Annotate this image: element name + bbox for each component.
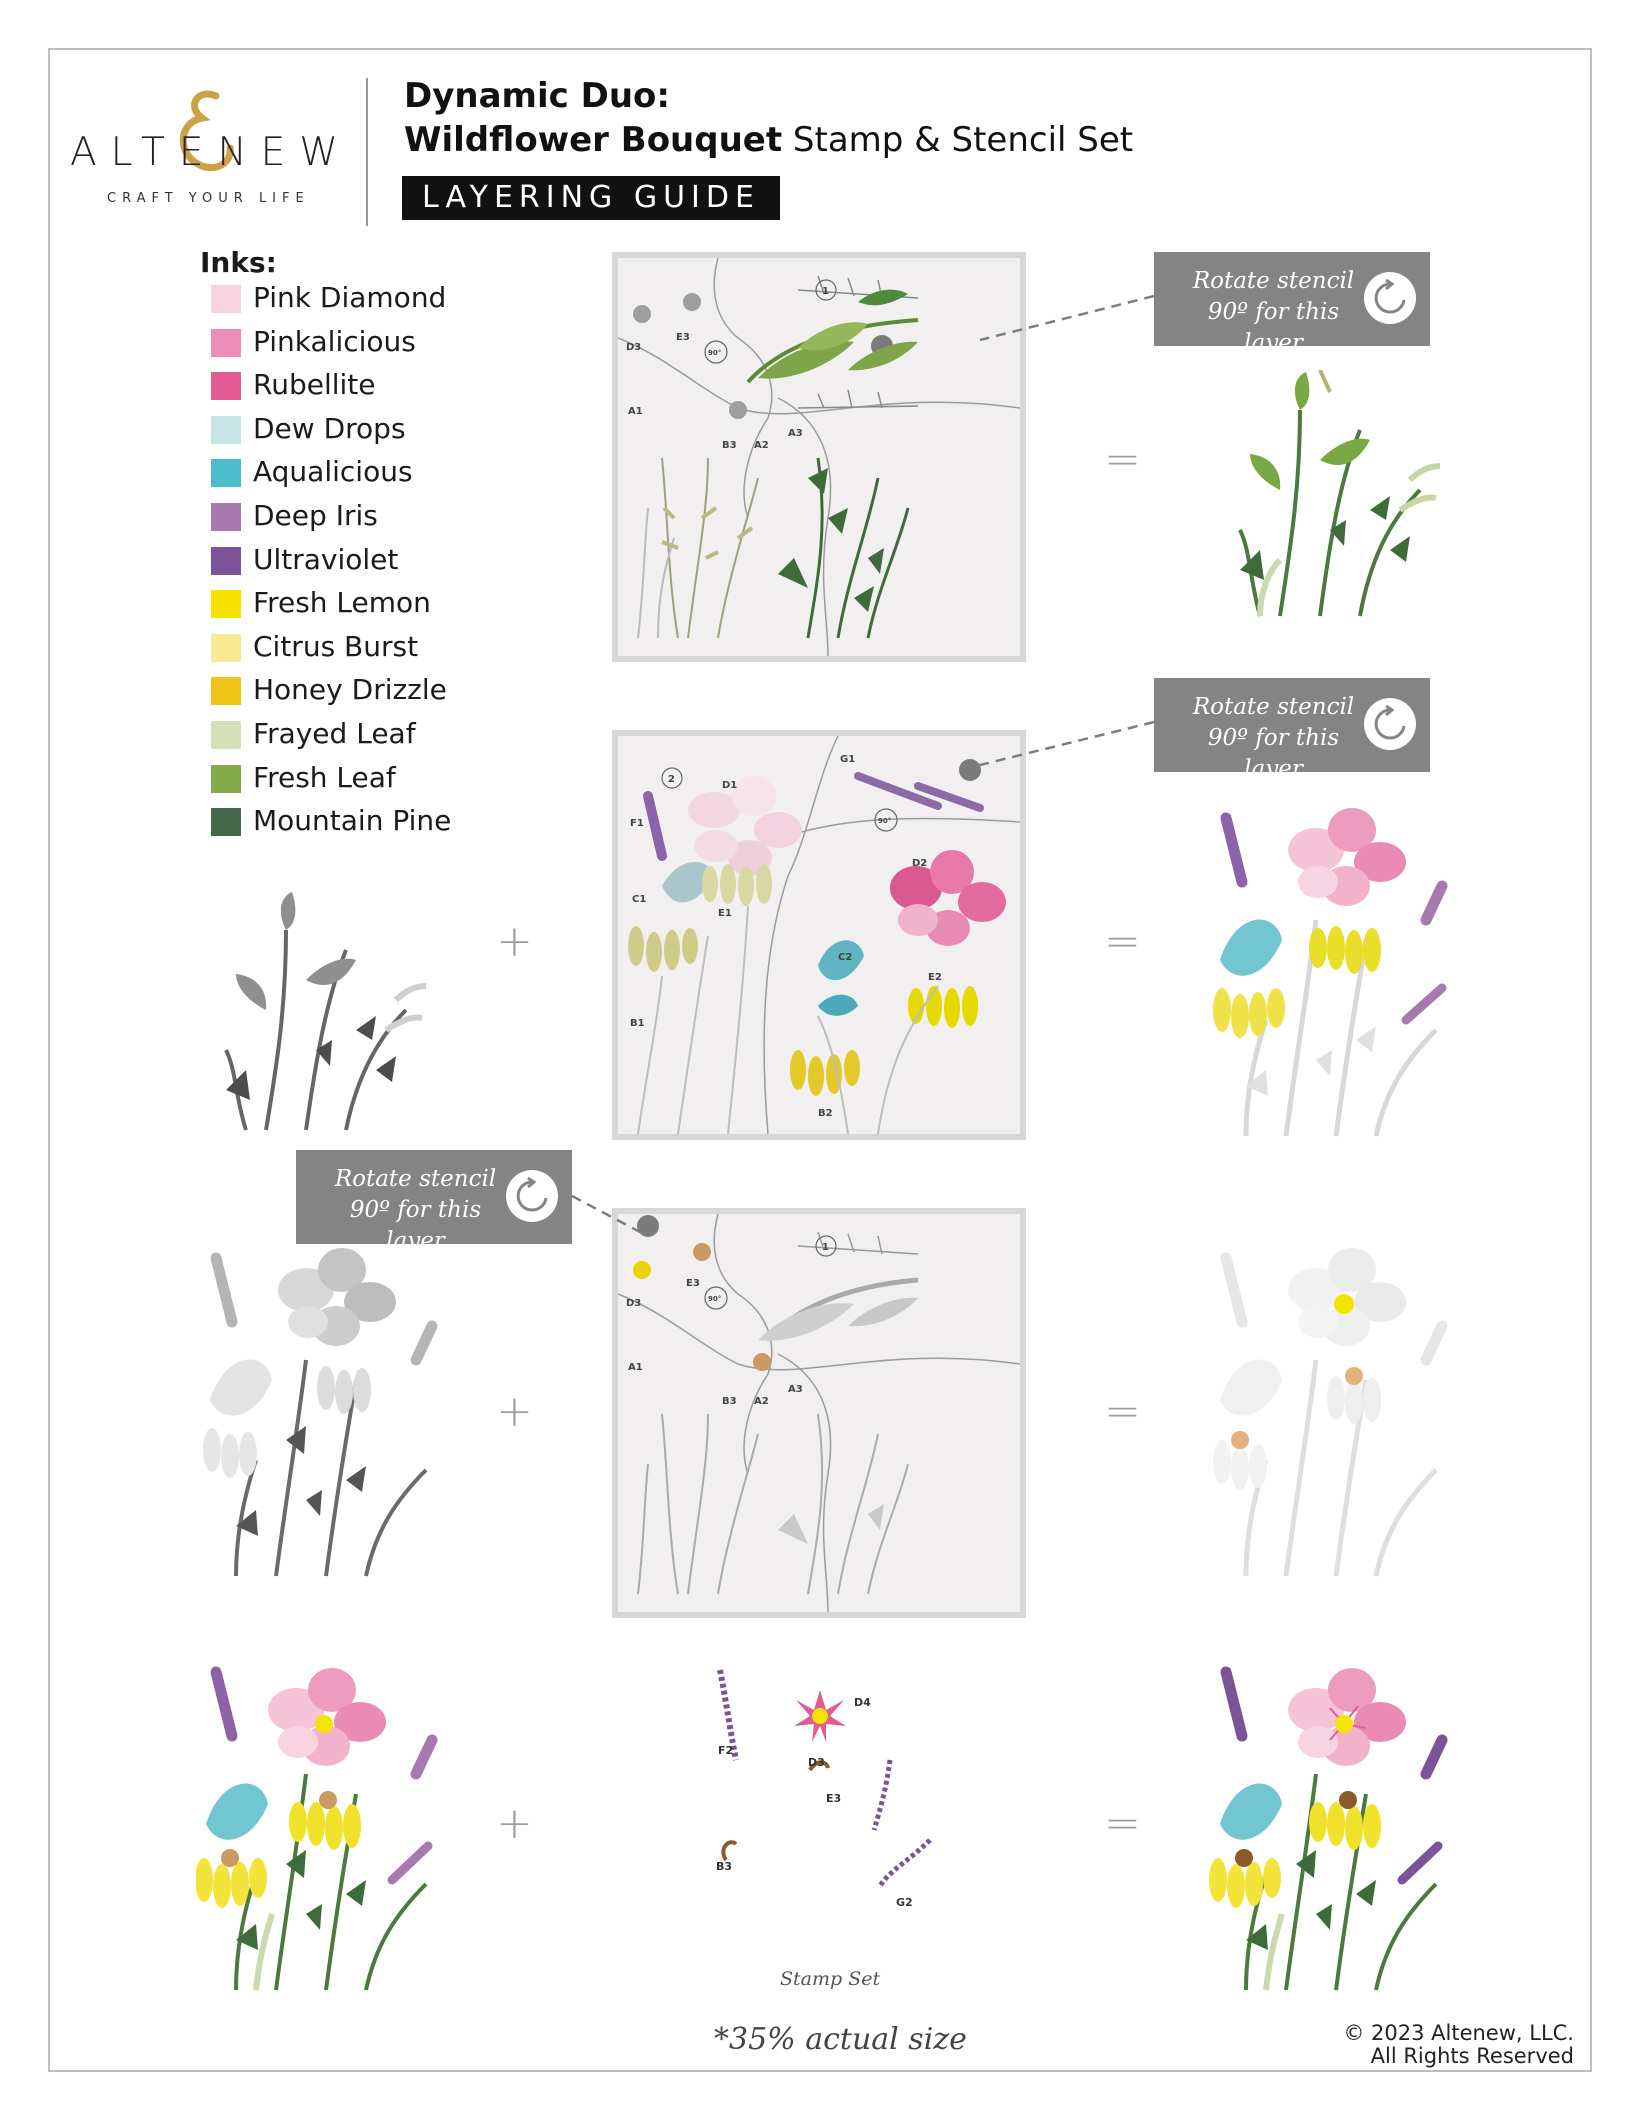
actual-size-note: *35% actual size (714, 2022, 967, 2057)
ink-name: Mountain Pine (253, 804, 452, 838)
copyright-line1: © 2023 Altenew, LLC. (1343, 2021, 1574, 2045)
svg-text:D2: D2 (912, 858, 928, 869)
copyright-line2: All Rights Reserved (1370, 2044, 1574, 2068)
inks-heading: Inks: (200, 246, 277, 279)
brand-name: ALTENEW (70, 130, 352, 175)
stamp-label: D3 (808, 1756, 825, 1769)
svg-text:90°: 90° (878, 817, 892, 825)
ink-name: Dew Drops (253, 411, 406, 445)
svg-text:A2: A2 (754, 440, 769, 451)
gray-foliage (206, 890, 426, 1136)
svg-text:B2: B2 (818, 1108, 833, 1119)
svg-text:C2: C2 (838, 952, 853, 963)
ink-name: Fresh Leaf (253, 760, 396, 794)
equals-sign: = (1104, 1386, 1141, 1437)
callout-text: Rotate stencil 90º for this layer (1192, 694, 1355, 782)
stamp-d4-flower (794, 1690, 846, 1742)
stamp-set-caption: Stamp Set (780, 1968, 881, 1990)
plus-sign: + (496, 1798, 533, 1849)
copyright (1338, 2022, 1574, 2068)
ink-name: Pink Diamond (253, 281, 447, 314)
stamp-label: D4 (854, 1696, 871, 1709)
equals-sign: = (1104, 434, 1141, 485)
title-product: Wildflower Bouquet (404, 120, 783, 160)
svg-text:F1: F1 (630, 818, 644, 829)
svg-text:D1: D1 (722, 780, 738, 791)
svg-text:2: 2 (668, 774, 675, 785)
title-line1: Dynamic Duo: (404, 76, 670, 116)
stamp-label: B3 (716, 1860, 733, 1873)
result-foliage (1220, 370, 1450, 620)
svg-text:A1: A1 (628, 406, 643, 417)
ink-name: Pinkalicious (253, 324, 416, 358)
ink-name: Deep Iris (253, 499, 378, 532)
title-suffix: Stamp & Stencil Set (782, 120, 1134, 160)
svg-text:D3: D3 (626, 342, 642, 353)
svg-text:90°: 90° (708, 349, 722, 357)
svg-text:A1: A1 (628, 1362, 643, 1373)
svg-text:E1: E1 (718, 908, 732, 919)
ink-name: Citrus Burst (253, 629, 419, 663)
svg-text:B1: B1 (630, 1018, 645, 1029)
ink-name: Ultraviolet (253, 542, 399, 576)
ink-name: Aqualicious (253, 455, 413, 489)
svg-text:A3: A3 (788, 428, 803, 439)
stamp-label: E3 (826, 1792, 842, 1805)
svg-text:90°: 90° (708, 1295, 722, 1303)
layering-guide-badge: LAYERING GUIDE (402, 176, 780, 220)
colored-bouquet (196, 1654, 446, 1994)
final-bouquet (1206, 1654, 1466, 1994)
svg-text:D3: D3 (626, 1298, 642, 1309)
stamp-label: F2 (718, 1744, 734, 1757)
stamp-label: G2 (896, 1896, 913, 1909)
plus-sign: + (496, 1386, 533, 1437)
svg-text:B3: B3 (722, 1396, 737, 1407)
ink-name: Frayed Leaf (253, 717, 416, 750)
equals-sign: = (1104, 916, 1141, 967)
ink-name: Rubellite (253, 368, 376, 402)
callout-text: Rotate stencil 90º for this layer (334, 1166, 497, 1254)
svg-text:1: 1 (822, 1242, 829, 1253)
svg-text:C1: C1 (632, 894, 647, 905)
svg-text:E3: E3 (686, 1278, 700, 1289)
svg-text:E3: E3 (676, 332, 690, 343)
brand-tagline: CRAFT YOUR LIFE (107, 191, 310, 206)
plus-sign: + (496, 916, 533, 967)
svg-text:A2: A2 (754, 1396, 769, 1407)
svg-text:A3: A3 (788, 1384, 803, 1395)
svg-text:B3: B3 (722, 440, 737, 451)
svg-text:E2: E2 (928, 972, 942, 983)
svg-text:1: 1 (822, 286, 829, 297)
result-bouquet-layer2 (1206, 800, 1466, 1140)
gray-bouquet (196, 1240, 446, 1580)
svg-text:G1: G1 (840, 754, 856, 765)
callout-text: Rotate stencil 90º for this layer (1192, 268, 1355, 356)
ink-name: Honey Drizzle (253, 673, 447, 707)
equals-sign: = (1104, 1798, 1141, 1849)
ink-name: Fresh Lemon (253, 586, 431, 620)
result-bouquet-layer3 (1206, 1240, 1466, 1580)
